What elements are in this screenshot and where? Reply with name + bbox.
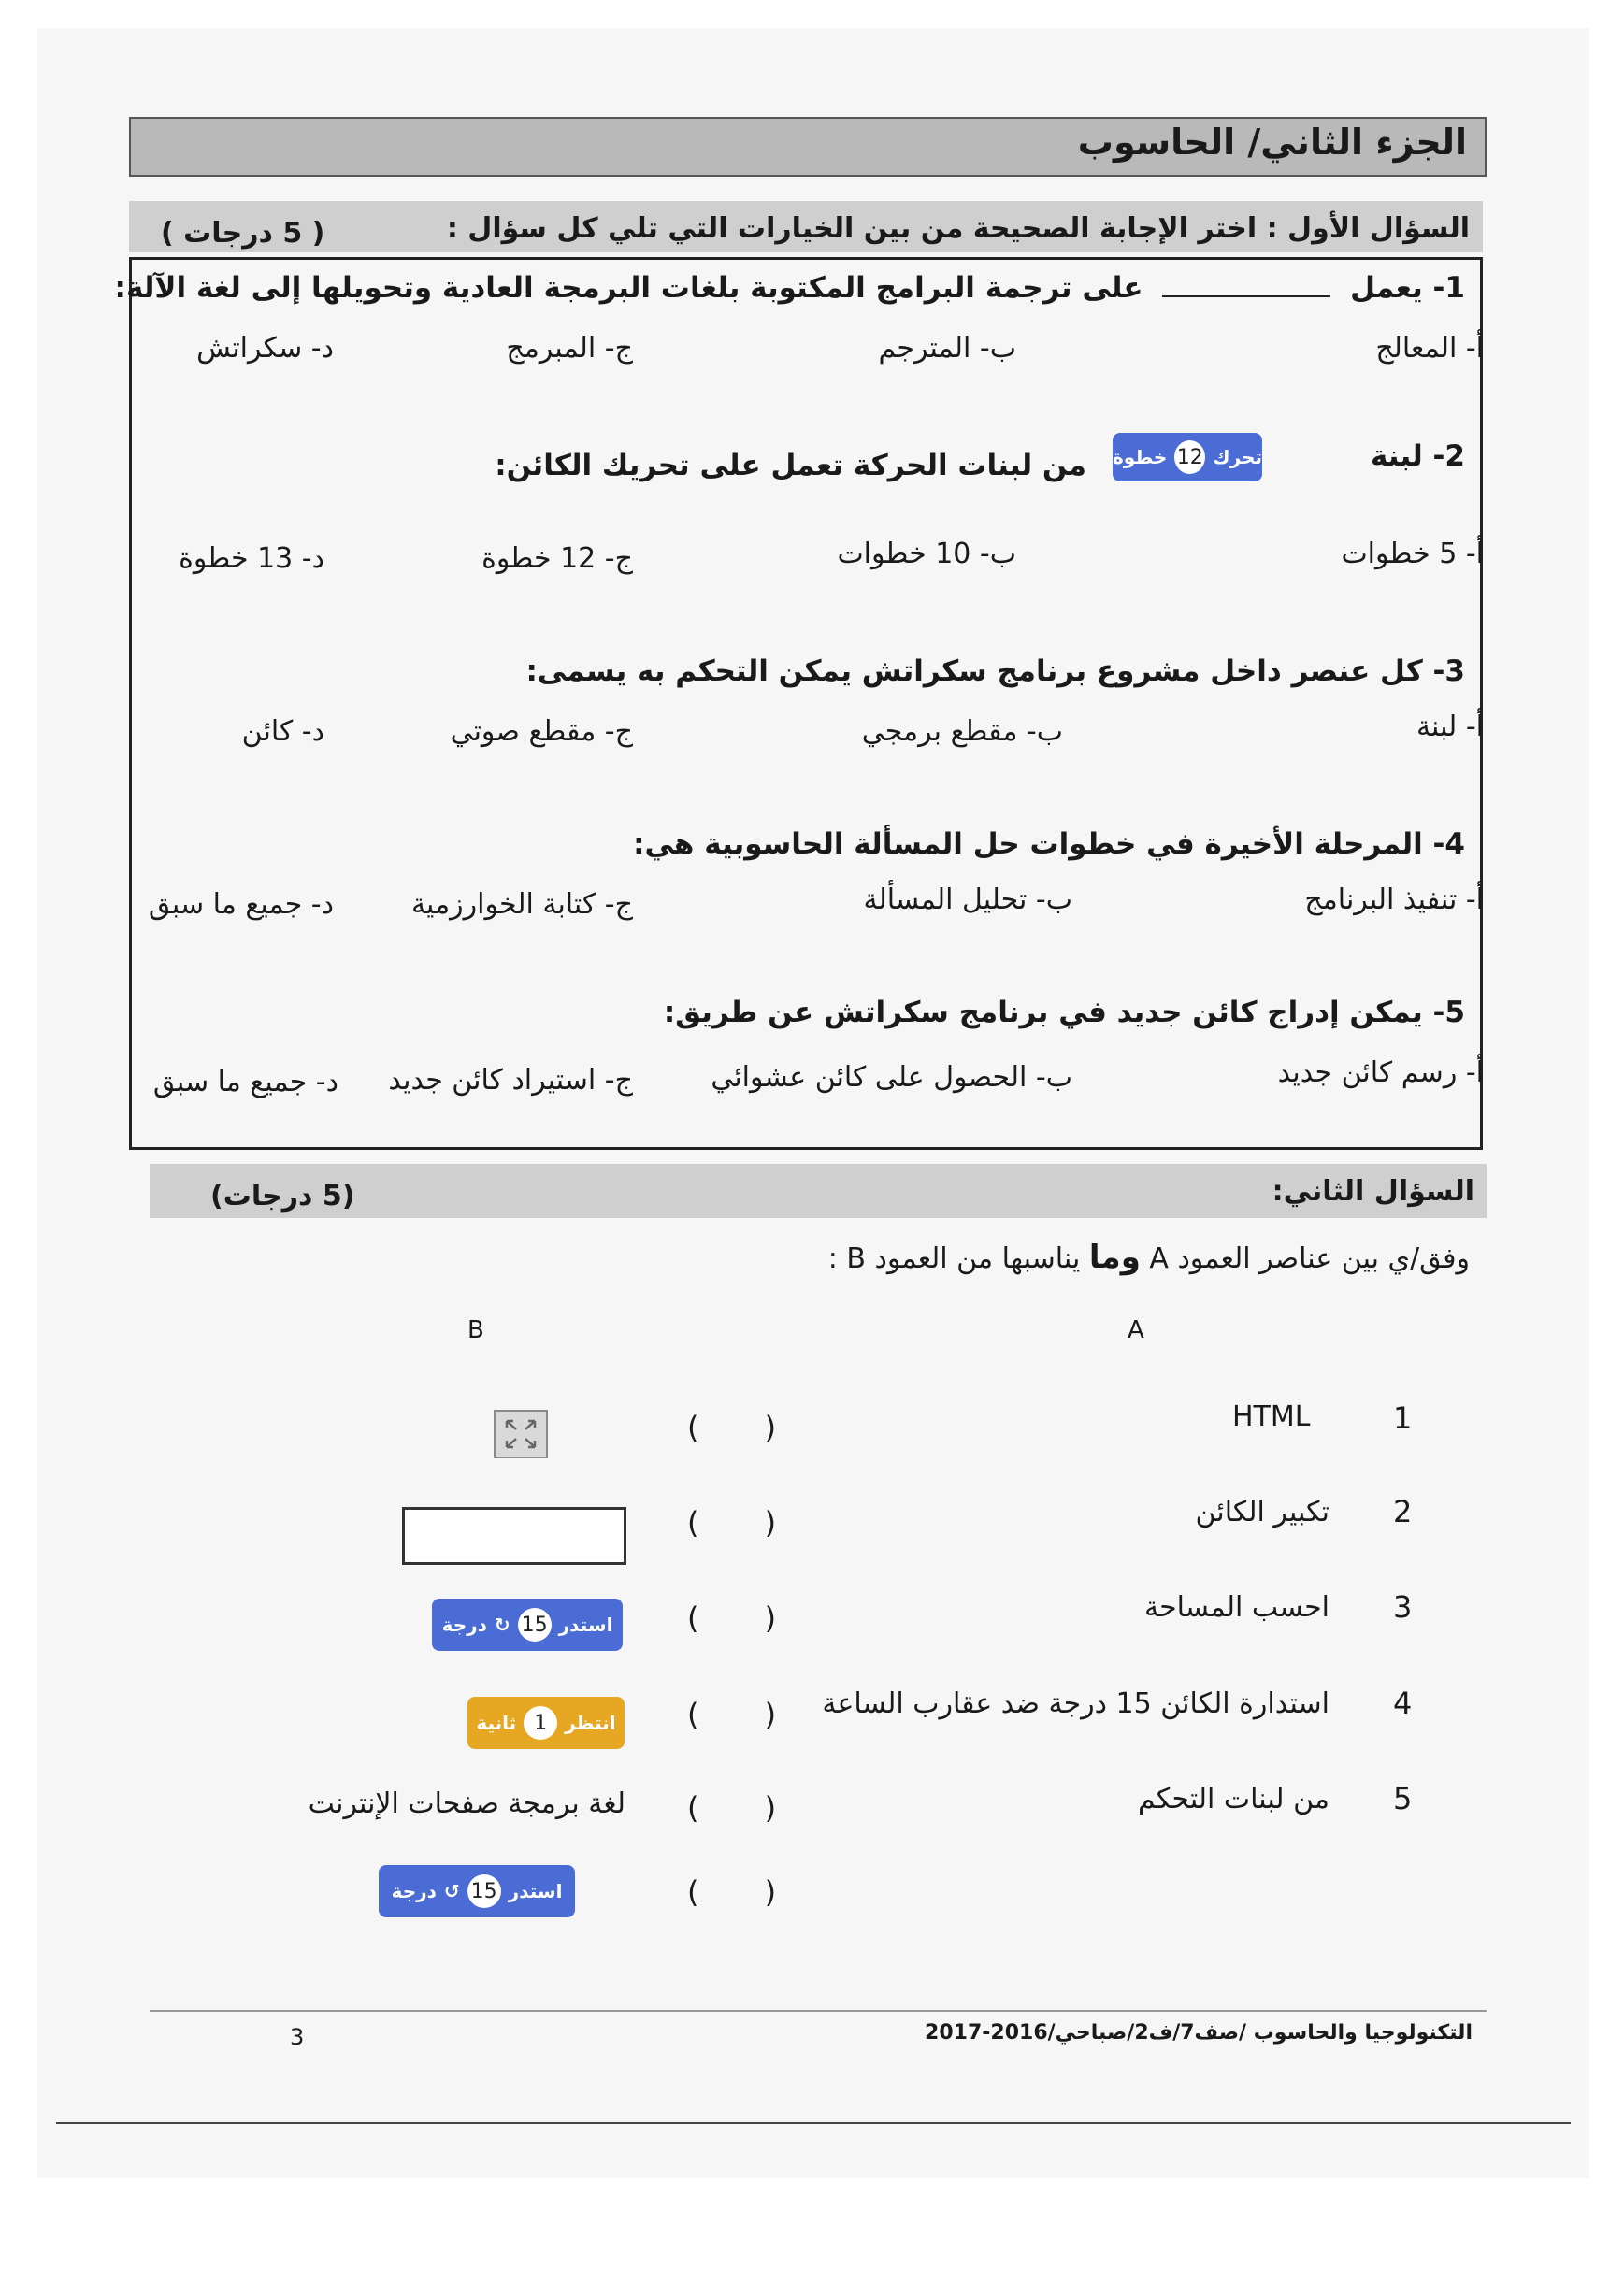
q1-item1-stem [115, 271, 1465, 305]
q1-item3-option-b[interactable]: ب- مقطع برمجي [861, 715, 1063, 748]
q1-item1-blank [1162, 295, 1330, 297]
q1-item4-stem [633, 827, 1465, 861]
wait-1-second-block [467, 1697, 625, 1749]
turn-left-value: 15 [467, 1874, 501, 1908]
q1-item1-option-b[interactable]: ب- المترجم [878, 332, 1016, 365]
wait-value: 1 [524, 1706, 557, 1740]
q1-item4-option-b[interactable]: ب- تحليل المسألة [863, 883, 1072, 916]
q1-item5-option-d[interactable]: د- جميع ما سبق [152, 1066, 338, 1098]
q1-item2-number: 2- [1432, 439, 1465, 473]
q1-item3-stem [526, 654, 1466, 688]
q1-item3-option-d[interactable]: د- كائن [241, 715, 324, 748]
q1-item5-stem-a: يمكن إدراج كائن جديد في برنامج سكراتش عن طريق: [663, 996, 1423, 1029]
move-block-value: 12 [1174, 440, 1205, 474]
q1-item3-number: 3- [1432, 654, 1465, 688]
q1-item2-stem-a: لبنة [1371, 439, 1423, 473]
q2-instruction-b: يناسبها من العمود B : [827, 1242, 1081, 1275]
col-a-item2-text: تكبير الكائن [1195, 1496, 1329, 1528]
q1-item1-stem-b: على ترجمة البرامج المكتوبة بلغات البرمجة العادية وتحويلها إلى لغة الآلة: [114, 271, 1143, 305]
turn-left-label: استدر [508, 1880, 563, 1902]
q1-item2-stem-b: من لبنات الحركة تعمل على تحريك الكائن: [495, 449, 1086, 482]
q1-item4-option-d[interactable]: د- جميع ما سبق [148, 888, 334, 921]
answer-paren-3[interactable]: ( ) [687, 1600, 805, 1636]
section-title: الجزء الثاني/ الحاسوب [1077, 122, 1467, 163]
q1-item5-option-b[interactable]: ب- الحصول على كائن عشوائي [711, 1061, 1072, 1094]
col-a-item1-text: HTML [1232, 1400, 1311, 1433]
col-b-text-item: لغة برمجة صفحات الإنترنت [308, 1787, 625, 1820]
bottom-rule [56, 2122, 1571, 2124]
page-number: 3 [290, 2024, 305, 2050]
move-12-steps-block [1113, 433, 1262, 481]
q1-item1-option-a[interactable]: أ- المعالج [1375, 332, 1484, 365]
answer-paren-1[interactable]: ( ) [687, 1410, 805, 1445]
turn-left-15-degrees-block [379, 1865, 575, 1917]
footer-text: التكنولوجيا والحاسوب /صف7/ف2/صباحي/2016-2017 [925, 2021, 1473, 2045]
stage-rectangle [402, 1507, 626, 1565]
q1-item4-stem-a: المرحلة الأخيرة في خطوات حل المسألة الحاسوبية هي: [633, 827, 1423, 861]
q1-item5-option-a[interactable]: أ- رسم كائن جديد [1277, 1056, 1484, 1089]
col-a-item3-text: احسب المساحة [1144, 1591, 1329, 1624]
turn-right-15-degrees-block [432, 1599, 623, 1651]
col-a-item2-number: 2 [1393, 1494, 1413, 1529]
footer-rule [150, 2010, 1487, 2012]
q2-instruction-a: وفق/ي بين عناصر العمود A [1149, 1242, 1470, 1275]
move-block-unit: خطوة [1113, 446, 1168, 468]
q1-item2-stem-start [1371, 439, 1465, 473]
q1-item2-option-b[interactable]: ب- 10 خطوات [837, 538, 1016, 570]
wait-label: انتظر [565, 1712, 616, 1734]
q1-item1-option-c[interactable]: ج- المبرمج [506, 332, 633, 365]
turn-right-value: 15 [518, 1608, 552, 1642]
q1-item3-option-a[interactable]: أ- لبنة [1416, 710, 1484, 743]
col-a-item4-text: استدارة الكائن 15 درجة ضد عقارب الساعة [822, 1687, 1329, 1720]
turn-right-unit: درجة [441, 1614, 487, 1636]
column-b-label: B [467, 1316, 484, 1344]
col-a-item4-number: 4 [1393, 1686, 1413, 1721]
q1-item3-option-c[interactable]: ج- مقطع صوتي [450, 715, 633, 748]
turn-left-arrow-icon: ↺ [443, 1880, 460, 1902]
answer-paren-6[interactable]: ( ) [687, 1874, 805, 1910]
col-a-item5-number: 5 [1393, 1781, 1413, 1816]
q1-item2-option-a[interactable]: أ- 5 خطوات [1341, 538, 1484, 570]
q1-marks: ( 5 درجات ) [161, 217, 325, 250]
answer-paren-4[interactable]: ( ) [687, 1697, 805, 1732]
q2-heading: السؤال الثاني: [1272, 1175, 1474, 1208]
q1-heading: السؤال الأول : اختر الإجابة الصحيحة من بين الخيارات التي تلي كل سؤال : [446, 212, 1470, 245]
turn-right-label: استدر [558, 1614, 613, 1636]
q1-item3-stem-a: كل عنصر داخل مشروع برنامج سكراتش يمكن التحكم به يسمى: [525, 654, 1423, 688]
wait-unit: ثانية [476, 1712, 517, 1734]
fullscreen-icon [494, 1410, 548, 1458]
q1-item1-option-d[interactable]: د- سكراتش [196, 332, 334, 365]
turn-left-unit: درجة [391, 1880, 437, 1902]
column-a-label: A [1128, 1316, 1144, 1344]
col-a-item1-number: 1 [1393, 1400, 1413, 1436]
q1-item5-number: 5- [1432, 996, 1465, 1029]
q2-instruction-bold: وما [1088, 1239, 1141, 1276]
q1-item2-option-c[interactable]: ج- 12 خطوة [481, 542, 633, 575]
q1-item5-option-c[interactable]: ج- استيراد كائن جديد [388, 1064, 633, 1097]
move-block-label: تحرك [1213, 446, 1262, 468]
q1-item4-option-c[interactable]: ج- كتابة الخوارزمية [410, 888, 633, 921]
turn-right-arrow-icon: ↻ [494, 1614, 510, 1636]
answer-paren-5[interactable]: ( ) [687, 1790, 805, 1826]
col-a-item3-number: 3 [1393, 1589, 1413, 1625]
q2-instruction [828, 1239, 1470, 1276]
q1-item1-stem-a: يعمل [1350, 271, 1423, 305]
q1-item5-stem [664, 996, 1465, 1029]
q1-item4-number: 4- [1432, 827, 1465, 861]
q1-item1-number: 1- [1432, 271, 1465, 305]
q1-item4-option-a[interactable]: أ- تنفيذ البرنامج [1304, 883, 1484, 916]
answer-paren-2[interactable]: ( ) [687, 1505, 805, 1541]
col-a-item5-text: من لبنات التحكم [1137, 1783, 1329, 1815]
q1-item2-option-d[interactable]: د- 13 خطوة [179, 542, 324, 575]
q2-marks: (5 درجات) [210, 1180, 355, 1213]
